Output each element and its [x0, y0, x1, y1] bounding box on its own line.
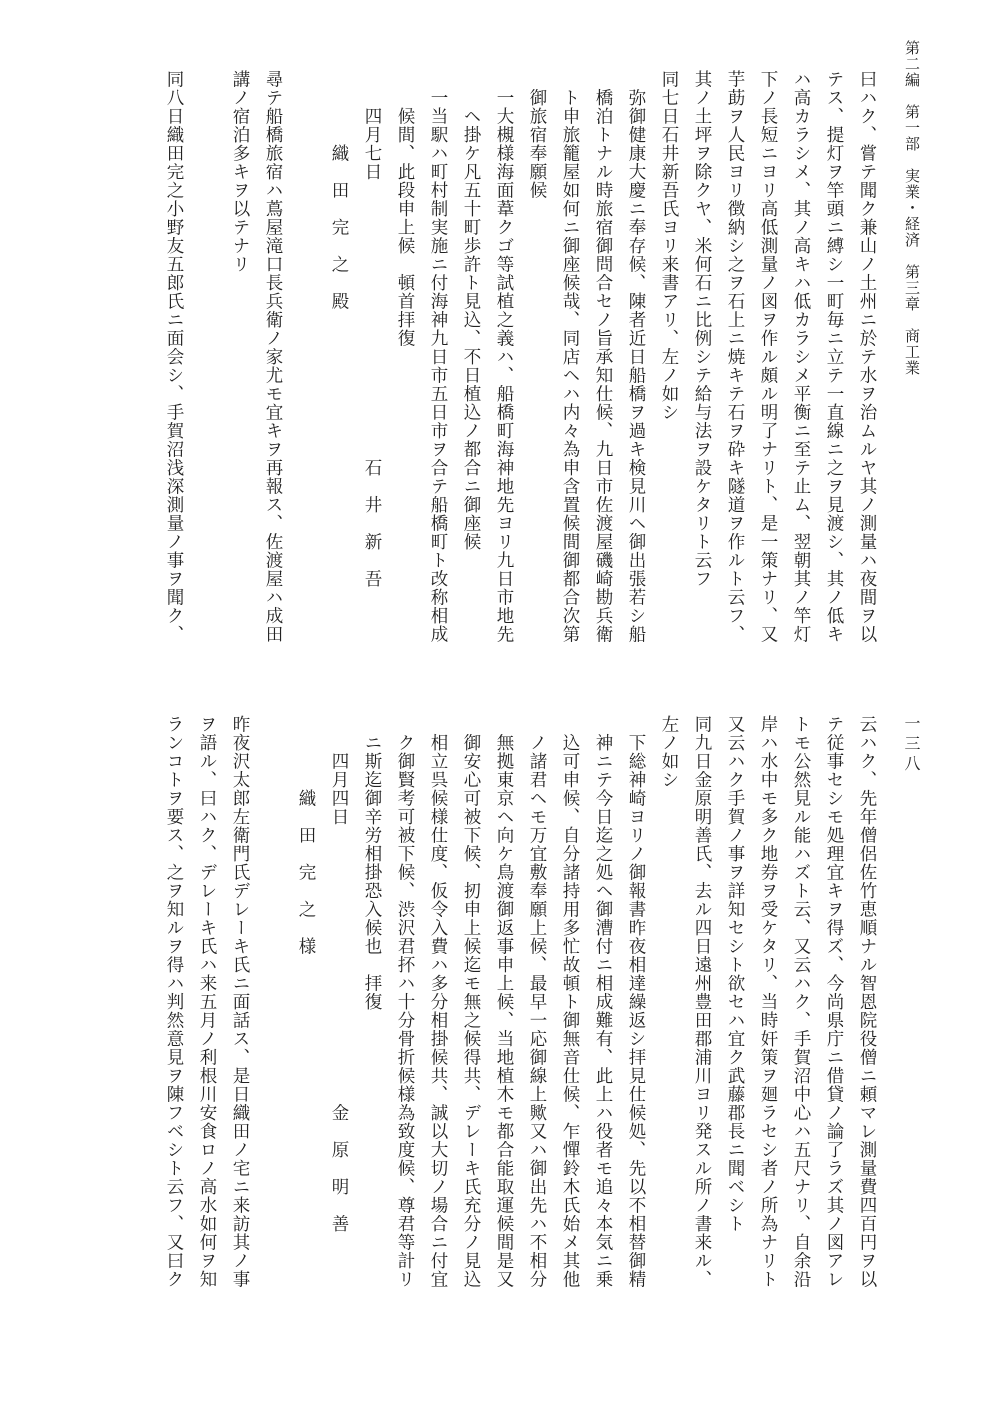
text-column: 橋泊トナル時旅宿御問合セノ旨承知仕候、九日市佐渡屋磯崎勘兵衛 [593, 70, 613, 644]
page-number: 一三八 [902, 715, 921, 775]
text-column: 候間、此段申上候 頓首拝復 [395, 70, 415, 348]
text-column: 御安心可被下候、扨申上候迄モ無之候得共、デレーキ氏充分ノ見込 [461, 715, 481, 1289]
text-column: 昨夜沢太郎左衛門氏デレーキ氏ニ面話ス、是日織田ノ宅ニ来訪其ノ事 [230, 715, 250, 1289]
text-column: 御旅宿奉願候 [527, 70, 547, 200]
text-column: ランコトヲ要ス、之ヲ知ルヲ得ハ判然意見ヲ陳フベシト云フ、又曰ク [164, 715, 184, 1289]
text-column: 一当駅ハ町村制実施ニ付海神九日市五日市ヲ合テ船橋町ト改称相成 [428, 70, 448, 644]
text-column: ヲ語ル、曰ハク、デレーキ氏ハ来五月ノ利根川安食ロノ高水如何ヲ知 [197, 715, 217, 1289]
text-column: 尋テ船橋旅宿ハ蔦屋滝口長兵衛ノ家尤モ宜キヲ再報ス、佐渡屋ハ成田 [263, 70, 283, 644]
text-column: 込可申候、自分諸持用多忙故頓ト御無音仕候、乍憚鈴木氏始メ其他 [560, 715, 580, 1289]
text-column: 下ノ長短ニヨリ高低測量ノ図ヲ作ル頗ル明了ナリト、是一策ナリ、又 [758, 70, 778, 644]
text-column: トモ公然見ル能ハズト云、又云ハク、手賀沼中心ハ五尺ナリ、自余沿 [791, 715, 811, 1289]
text-column: 左ノ如シ [659, 715, 679, 789]
text-column: 同九日金原明善氏、去ル四日遠州豊田郡浦川ヨリ発スル所ノ書来ル、 [692, 715, 712, 1289]
text-column: 云ハク、先年僧侶佐竹恵順ナル智恩院役僧ニ頼マレ測量費四百円ヲ以 [857, 715, 877, 1289]
text-column: ニ斯迄御辛労相掛恐入候也 拝復 [362, 715, 382, 1011]
text-column: 相立呉候様仕度、仮令入費ハ多分相掛候共、誠以大切ノ場合ニ付宜 [428, 715, 448, 1289]
text-column: 其ノ土坪ヲ除クヤ、米何石ニ比例シテ給与法ヲ設ケタリト云フ [692, 70, 712, 588]
text-column: ヘ掛ケ凡五十町歩許ト見込、不日植込ノ都合ニ御座候 [461, 70, 481, 551]
text-column: 講ノ宿泊多キヲ以テナリ [230, 70, 250, 274]
text-column: 弥御健康大慶ニ奉存候、陳者近日船橋ヲ過キ検見川ヘ御出張若シ船 [626, 70, 646, 644]
text-column: ノ諸君ヘモ万宜敷奉願上候、最早一応御線上歟又ハ御出先ハ不相分 [527, 715, 547, 1289]
text-column: 四月四日 金 原 明 善 [329, 715, 349, 1233]
text-column: 岸ハ水中モ多ク地券ヲ受ケタリ、当時奸策ヲ廻ラセシ者ノ所為ナリト [758, 715, 778, 1289]
text-column: 曰ハク、嘗テ聞ク兼山ノ土州ニ於テ水ヲ治ムルヤ其ノ測量ハ夜間ヲ以 [857, 70, 877, 644]
text-column: 四月七日 石 井 新 吾 [362, 70, 382, 588]
text-column: テス、提灯ヲ竿頭ニ縛シ一町毎ニ立テ一直線ニ之ヲ見渡シ、其ノ低キ [824, 70, 844, 644]
text-column: 又云ハク手賀ノ事ヲ詳知セシト欲セハ宜ク武藤郡長ニ聞ベシト [725, 715, 745, 1233]
running-header: 第二編 第一部 実業・経済 第三章 商工業 [903, 40, 921, 376]
text-column: 同八日織田完之小野友五郎氏ニ面会シ、手賀沼浅深測量ノ事ヲ聞ク、 [164, 70, 184, 644]
text-column: テ従事セシモ処理宜キヲ得ズ、今尚県庁ニ借貸ノ論了ラズ其ノ図アレ [824, 715, 844, 1289]
text-column: 下総神崎ヨリノ御報書昨夜相達繰返シ拝見仕候処、先以不相替御精 [626, 715, 646, 1289]
text-column: 同七日石井新吾氏ヨリ来書アリ、左ノ如シ [659, 70, 679, 422]
text-column: 織 田 完 之 様 [296, 715, 316, 956]
text-column: 神ニテ今日迄之処ヘ御漕付ニ相成難有、此上ハ役者モ追々本気ニ乗 [593, 715, 613, 1289]
text-column: 芋莇ヲ人民ヨリ徴納シ之ヲ石上ニ焼キテ石ヲ砕キ隧道ヲ作ルト云フ、 [725, 70, 745, 644]
text-column: ト申旅籠屋如何ニ御座候哉、同店ヘハ内々為申含置候間御都合次第 [560, 70, 580, 644]
text-column: 無拠東京ヘ向ケ鳥渡御返事申上候、当地植木モ都合能取運候間是又 [494, 715, 514, 1289]
text-column: ク御賢考可被下候、渋沢君抔ハ十分骨折候様為致度候、尊君等計リ [395, 715, 415, 1289]
text-column: ハ高カラシメ、其ノ高キハ低カラシメ平衡ニ至テ止ム、翌朝其ノ竿灯 [791, 70, 811, 644]
text-column: 一大槻様海面葦クゴ等試植之義ハ、船橋町海神地先ヨリ九日市地先 [494, 70, 514, 644]
text-column: 織 田 完 之 殿 [329, 70, 349, 311]
